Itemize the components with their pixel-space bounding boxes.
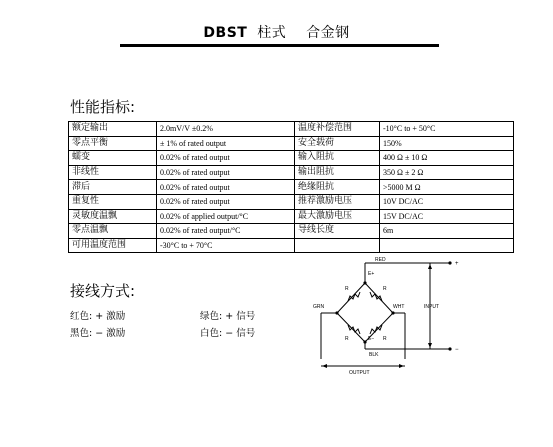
spec-value: ± 1% of rated output [157, 136, 295, 151]
wire-white: 白色: − 信号 [200, 328, 256, 339]
spec-row [69, 209, 514, 224]
spec-row [69, 194, 514, 209]
spec-label: 输出阻抗 [295, 165, 380, 180]
spec-label: 输入阻抗 [295, 151, 380, 166]
bridge-arm-tr [365, 283, 393, 313]
spec-row [69, 165, 514, 180]
spec-value: 0.02% of rated output/°C [157, 224, 295, 239]
spec-value: 0.02% of rated output [157, 151, 295, 166]
spec-label: 零点温飘 [69, 224, 157, 239]
r-label-bl: R [345, 336, 349, 342]
bridge-diagram [305, 256, 475, 376]
blk-label: BLK [369, 352, 379, 358]
spec-value: -30°C to + 70°C [157, 238, 295, 253]
spec-value: 0.02% of rated output [157, 194, 295, 209]
spec-value: 0.02% of rated output [157, 180, 295, 195]
specs-heading: 性能指标: [70, 98, 136, 116]
spec-label: 可用温度范围 [69, 238, 157, 253]
spec-value: 15V DC/AC [380, 209, 514, 224]
spec-table [68, 121, 514, 253]
spec-row [69, 122, 514, 137]
spec-label: 额定输出 [69, 122, 157, 137]
grn-label: GRN [313, 304, 325, 310]
input-label: INPUT [424, 304, 439, 310]
red-label: RED [375, 257, 386, 263]
spec-label: 推荐激励电压 [295, 194, 380, 209]
plus-terminal: + [455, 261, 459, 267]
spec-label: 灵敏度温飘 [69, 209, 157, 224]
spec-label: 导线长度 [295, 224, 380, 239]
spec-row [69, 151, 514, 166]
minus-terminal: − [455, 347, 459, 353]
spec-value: -10°C to + 50°C [380, 122, 514, 137]
spec-label: 安全载荷 [295, 136, 380, 151]
spec-value: 2.0mV/V ±0.2% [157, 122, 295, 137]
spec-label: 重复性 [69, 194, 157, 209]
r-label-br: R [383, 336, 387, 342]
bridge-arm-bl [337, 313, 365, 342]
spec-value: 6m [380, 224, 514, 239]
material: 合金钢 [306, 25, 350, 41]
title-underline [120, 44, 439, 47]
e-minus-label: E− [368, 336, 375, 342]
wiring-heading: 接线方式: [70, 282, 136, 300]
spec-value: 0.02% of rated output [157, 165, 295, 180]
spec-label: 最大激励电压 [295, 209, 380, 224]
spec-row [69, 224, 514, 239]
output-label: OUTPUT [349, 370, 370, 376]
model-name: DBST [203, 25, 248, 41]
spec-row [69, 238, 514, 253]
spec-label: 蠕变 [69, 151, 157, 166]
r-label-tl: R [345, 286, 349, 292]
spec-label: 滞后 [69, 180, 157, 195]
spec-row [69, 136, 514, 151]
page-title [0, 22, 553, 42]
spec-value: 150% [380, 136, 514, 151]
r-label-tr: R [383, 286, 387, 292]
spec-value: 10V DC/AC [380, 194, 514, 209]
spec-label: 绝缘阻抗 [295, 180, 380, 195]
wht-label: WHT [393, 304, 405, 310]
spec-value: >5000 M Ω [380, 180, 514, 195]
spec-label: 零点平衡 [69, 136, 157, 151]
wire-green: 绿色: + 信号 [200, 311, 256, 322]
bridge-arm-tl [337, 283, 365, 313]
spec-label [295, 238, 380, 253]
spec-row [69, 180, 514, 195]
wire-red: 红色: + 激励 [70, 311, 126, 322]
spec-value: 350 Ω ± 2 Ω [380, 165, 514, 180]
sensor-type: 柱式 [257, 25, 287, 41]
e-plus-label: E+ [368, 271, 375, 277]
spec-label: 非线性 [69, 165, 157, 180]
spec-value: 0.02% of applied output/°C [157, 209, 295, 224]
spec-value: 400 Ω ± 10 Ω [380, 151, 514, 166]
wire-black: 黑色: − 激励 [70, 328, 126, 339]
spec-value [380, 238, 514, 253]
spec-label: 温度补偿范围 [295, 122, 380, 137]
